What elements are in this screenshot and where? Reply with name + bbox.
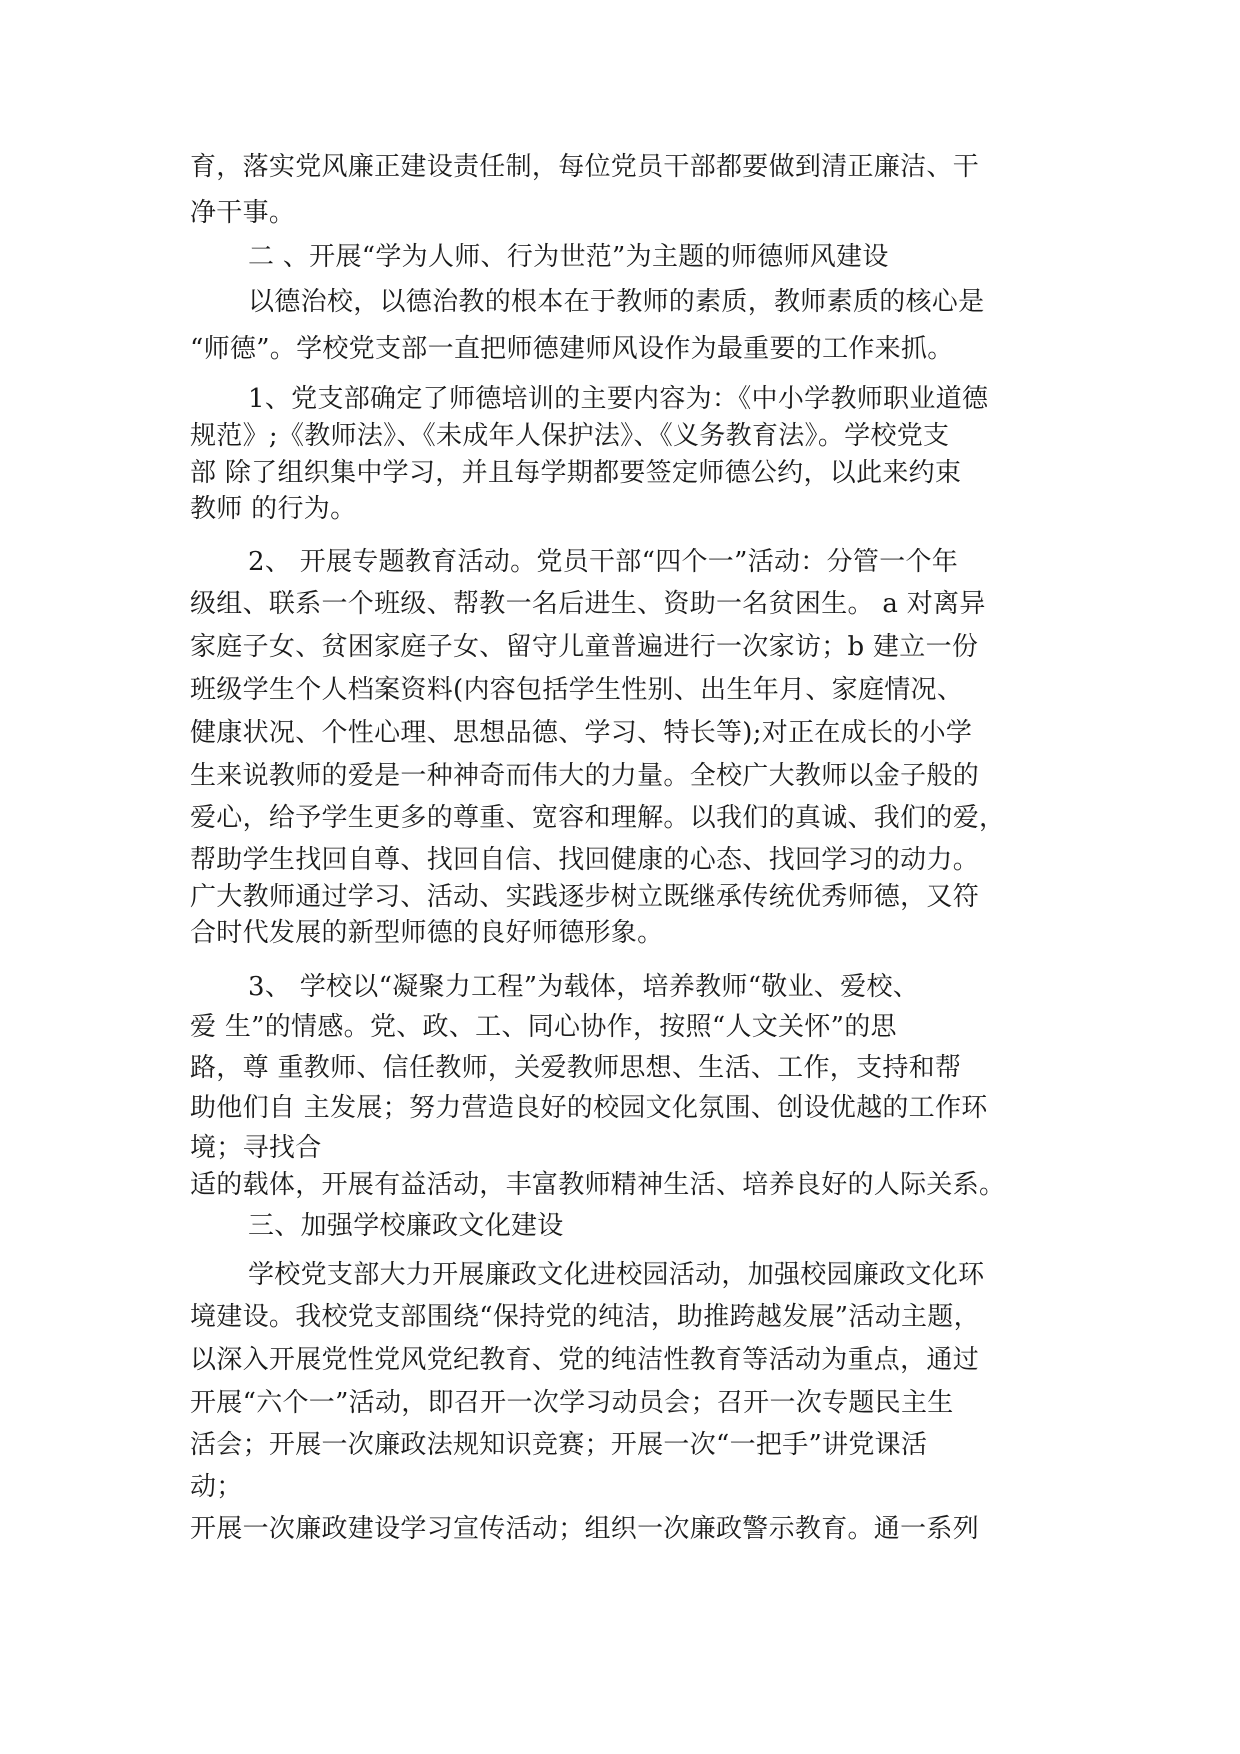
section3-heading: 三、加强学校廉政文化建设 bbox=[248, 1211, 564, 1241]
section2-intro-line-2: “师德”。学校党支部一直把师德建师风设作为最重要的工作来抓。 bbox=[190, 334, 954, 364]
item2-line-10: 合时代发展的新型师德的良好师德形象。 bbox=[190, 918, 664, 948]
item2-line-8: 帮助学生找回自尊、找回自信、找回健康的心态、找回学习的动力。 bbox=[190, 845, 980, 875]
continuation-line-2: 净干事。 bbox=[190, 198, 296, 228]
item2-line-3: 家庭子女、贫困家庭子女、留守儿童普遍进行一次家访；b 建立一份 bbox=[190, 632, 979, 662]
item2-line-9: 广大教师通过学习、活动、实践逐步树立既继承传统优秀师德，又符 bbox=[190, 882, 980, 912]
item3-line-2: 爱 生”的情感。党、政、工、同心协作，按照“人文关怀”的思 bbox=[190, 1012, 897, 1042]
item2-line-2: 级组、联系一个班级、帮教一名后进生、资助一名贫困生。 a 对离异 bbox=[190, 589, 986, 619]
item1-line-2: 规范》;《教师法》、《未成年人保护法》、《义务教育法》。学校党支 bbox=[190, 421, 950, 451]
section3-line-2: 境建设。我校党支部围绕“保持党的纯洁，助推跨越发展”活动主题， bbox=[190, 1302, 980, 1332]
item2-line-1: 2、 开展专题教育活动。党员干部“四个一”活动：分管一个年 bbox=[248, 547, 959, 577]
section2-intro-line-1: 以德治校，以德治教的根本在于教师的素质，教师素质的核心是 bbox=[248, 287, 985, 317]
section2-heading: 二 、开展“学为人师、行为世范”为主题的师德师风建设 bbox=[248, 242, 889, 272]
item3-line-6: 适的载体，开展有益活动，丰富教师精神生活、培养良好的人际关系。 bbox=[190, 1170, 1006, 1200]
item3-line-3: 路，尊 重教师、信任教师，关爱教师思想、生活、工作，支持和帮 bbox=[190, 1053, 962, 1083]
item3-line-1: 3、 学校以“凝聚力工程”为载体，培养教师“敬业、爱校、 bbox=[248, 972, 920, 1002]
section3-line-7: 开展一次廉政建设学习宣传活动；组织一次廉政警示教育。通一系列 bbox=[190, 1514, 980, 1544]
section3-line-6: 动； bbox=[190, 1472, 243, 1502]
item1-line-1: 1、党支部确定了师德培训的主要内容为：《中小学教师职业道德 bbox=[248, 384, 989, 414]
item2-line-7: 爱心，给予学生更多的尊重、宽容和理解。以我们的真诚、我们的爱， bbox=[190, 803, 1006, 833]
section3-line-4: 开展“六个一”活动，即召开一次学习动员会；召开一次专题民主生 bbox=[190, 1388, 954, 1418]
item2-line-5: 健康状况、个性心理、思想品德、学习、特长等);对正在成长的小学 bbox=[190, 718, 973, 748]
item1-line-3: 部 除了组织集中学习，并且每学期都要签定师德公约，以此来约束 bbox=[190, 458, 962, 488]
item2-line-6: 生来说教师的爱是一种神奇而伟大的力量。全校广大教师以金子般的 bbox=[190, 761, 980, 791]
item3-line-5: 境；寻找合 bbox=[190, 1133, 322, 1163]
section3-line-5: 活会；开展一次廉政法规知识竞赛；开展一次“一把手”讲党课活 bbox=[190, 1430, 928, 1460]
item1-line-4: 教师 的行为。 bbox=[190, 494, 357, 524]
item3-line-4: 助他们自 主发展；努力营造良好的校园文化氛围、创设优越的工作环 bbox=[190, 1093, 988, 1123]
section3-line-1: 学校党支部大力开展廉政文化进校园活动，加强校园廉政文化环 bbox=[248, 1260, 985, 1290]
section3-line-3: 以深入开展党性党风党纪教育、党的纯洁性教育等活动为重点，通过 bbox=[190, 1345, 980, 1375]
item2-line-4: 班级学生个人档案资料(内容包括学生性别、出生年月、家庭情况、 bbox=[190, 675, 964, 705]
continuation-line-1: 育，落实党风廉正建设责任制，每位党员干部都要做到清正廉洁、干 bbox=[190, 152, 980, 182]
